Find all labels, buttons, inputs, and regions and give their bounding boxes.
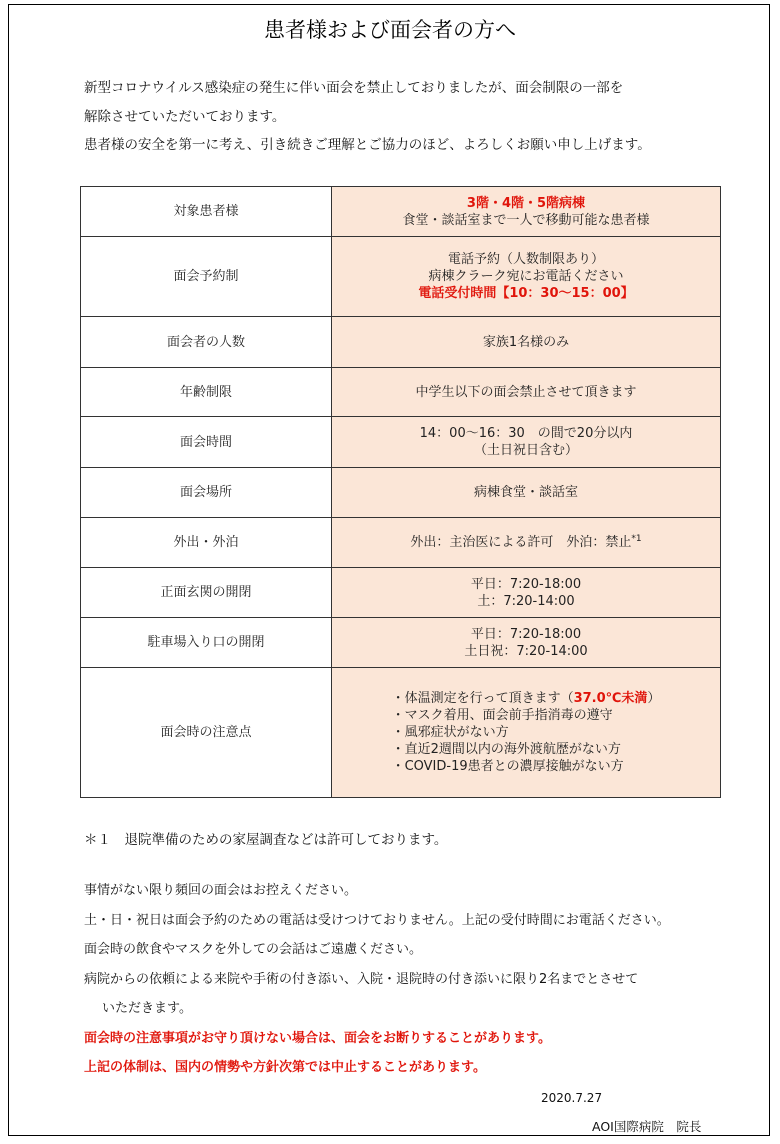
reservation-method: 電話予約（人数制限あり） <box>447 252 604 267</box>
row-label-place: 面会場所 <box>81 468 332 518</box>
visit-rules-table <box>80 186 721 798</box>
notice-line: 面会時の飲食やマスクを外しての会話はご遠慮ください。 <box>84 942 423 957</box>
row-label-hours: 面会時間 <box>81 417 332 468</box>
list-item: ・風邪症状がない方 <box>391 725 509 740</box>
intro-line: 解除させていただいております。 <box>84 108 286 125</box>
row-label-entrance: 正面玄関の開閉 <box>81 568 332 618</box>
row-value-visitors: 家族1名様のみ <box>332 317 721 368</box>
list-item: ・体温測定を行って頂きます（37.0℃未満） <box>391 691 661 706</box>
table-row <box>81 187 721 237</box>
notice-line: 土・日・祝日は面会予約のための電話は受けつけておりません。上記の受付時間にお電話ください。 <box>84 912 670 928</box>
footnote: ＊１ 退院準備のための家屋調査などは許可しております。 <box>84 832 448 848</box>
hours-note: （土日祝日含む） <box>473 443 578 458</box>
row-value-target <box>332 187 721 237</box>
page-title: 患者様および面会者の方へ <box>264 18 516 42</box>
row-label-age: 年齢制限 <box>81 368 332 417</box>
notice-body <box>84 876 744 1083</box>
warning-line: 上記の体制は、国内の情勢や方針次第では中止することがあります。 <box>84 1060 486 1075</box>
notice-line: 事情がない限り頻回の面会はお控えください。 <box>84 883 358 898</box>
row-value-entrance <box>332 568 721 618</box>
list-item: ・マスク着用、面会前手指消毒の遵守 <box>391 708 613 723</box>
entrance-weekday: 平日：7:20-18:00 <box>470 576 582 592</box>
warning-line: 面会時の注意事項がお守り頂けない場合は、面会をお断りすることがあります。 <box>84 1030 551 1046</box>
row-label-cautions: 面会時の注意点 <box>81 668 332 798</box>
list-item: ・直近2週間以内の海外渡航歴がない方 <box>391 742 621 757</box>
table-row <box>81 668 721 798</box>
row-label-reservation: 面会予約制 <box>81 237 332 317</box>
row-value-outing <box>332 518 721 568</box>
hours-range: 14：00～16：30 の間で20分以内 <box>419 426 633 441</box>
footnote-mark: *1 <box>631 534 642 544</box>
outing-text: 外出：主治医による許可 外泊：禁止 <box>410 535 632 550</box>
row-value-place: 病棟食堂・談話室 <box>332 468 721 518</box>
cautions-list <box>392 690 661 775</box>
row-value-parking <box>332 618 721 668</box>
row-value-hours <box>332 417 721 468</box>
table-row <box>81 618 721 668</box>
row-label-visitors: 面会者の人数 <box>81 317 332 368</box>
row-label-parking: 駐車場入り口の開閉 <box>81 618 332 668</box>
issue-date: 2020.7.27 <box>541 1091 603 1105</box>
reservation-contact: 病棟クラーク宛にお電話ください <box>428 269 624 284</box>
row-value-cautions <box>332 668 721 798</box>
list-item: ・COVID-19患者との濃厚接触がない方 <box>391 759 624 774</box>
table-row <box>81 237 721 317</box>
row-value-age: 中学生以下の面会禁止させて頂きます <box>332 368 721 417</box>
table-row <box>81 317 721 368</box>
target-wards: 3階・4階・5階病棟 <box>466 195 586 211</box>
table-row <box>81 568 721 618</box>
signature: AOI国際病院 院長 <box>592 1119 702 1134</box>
parking-weekend: 土日祝：7:20-14:00 <box>464 643 588 659</box>
temperature-limit: 37.0℃未満 <box>573 691 648 706</box>
row-value-reservation <box>332 237 721 317</box>
notice-line: いただきます。 <box>102 1001 192 1016</box>
intro-line: 新型コロナウイルス感染症の発生に伴い面会を禁止しておりましたが、面会制限の一部を <box>84 80 624 96</box>
parking-weekday: 平日：7:20-18:00 <box>470 626 582 642</box>
row-label-outing: 外出・外泊 <box>81 518 332 568</box>
entrance-saturday: 土：7:20-14:00 <box>477 593 575 609</box>
intro-paragraph <box>84 74 744 160</box>
intro-line: 患者様の安全を第一に考え、引き続きご理解とご協力のほど、よろしくお願い申し上げます。 <box>84 137 651 153</box>
reservation-hours: 電話受付時間【10：30～15：00】 <box>418 286 634 301</box>
table-row <box>81 368 721 417</box>
table-row <box>81 417 721 468</box>
table-row <box>81 468 721 518</box>
notice-line: 病院からの依頼による来院や手術の付き添い、入院・退院時の付き添いに限り2名までとさせて <box>84 971 639 987</box>
target-condition: 食堂・談話室まで一人で移動可能な患者様 <box>402 212 650 228</box>
row-label-target: 対象患者様 <box>81 187 332 237</box>
table-row <box>81 518 721 568</box>
